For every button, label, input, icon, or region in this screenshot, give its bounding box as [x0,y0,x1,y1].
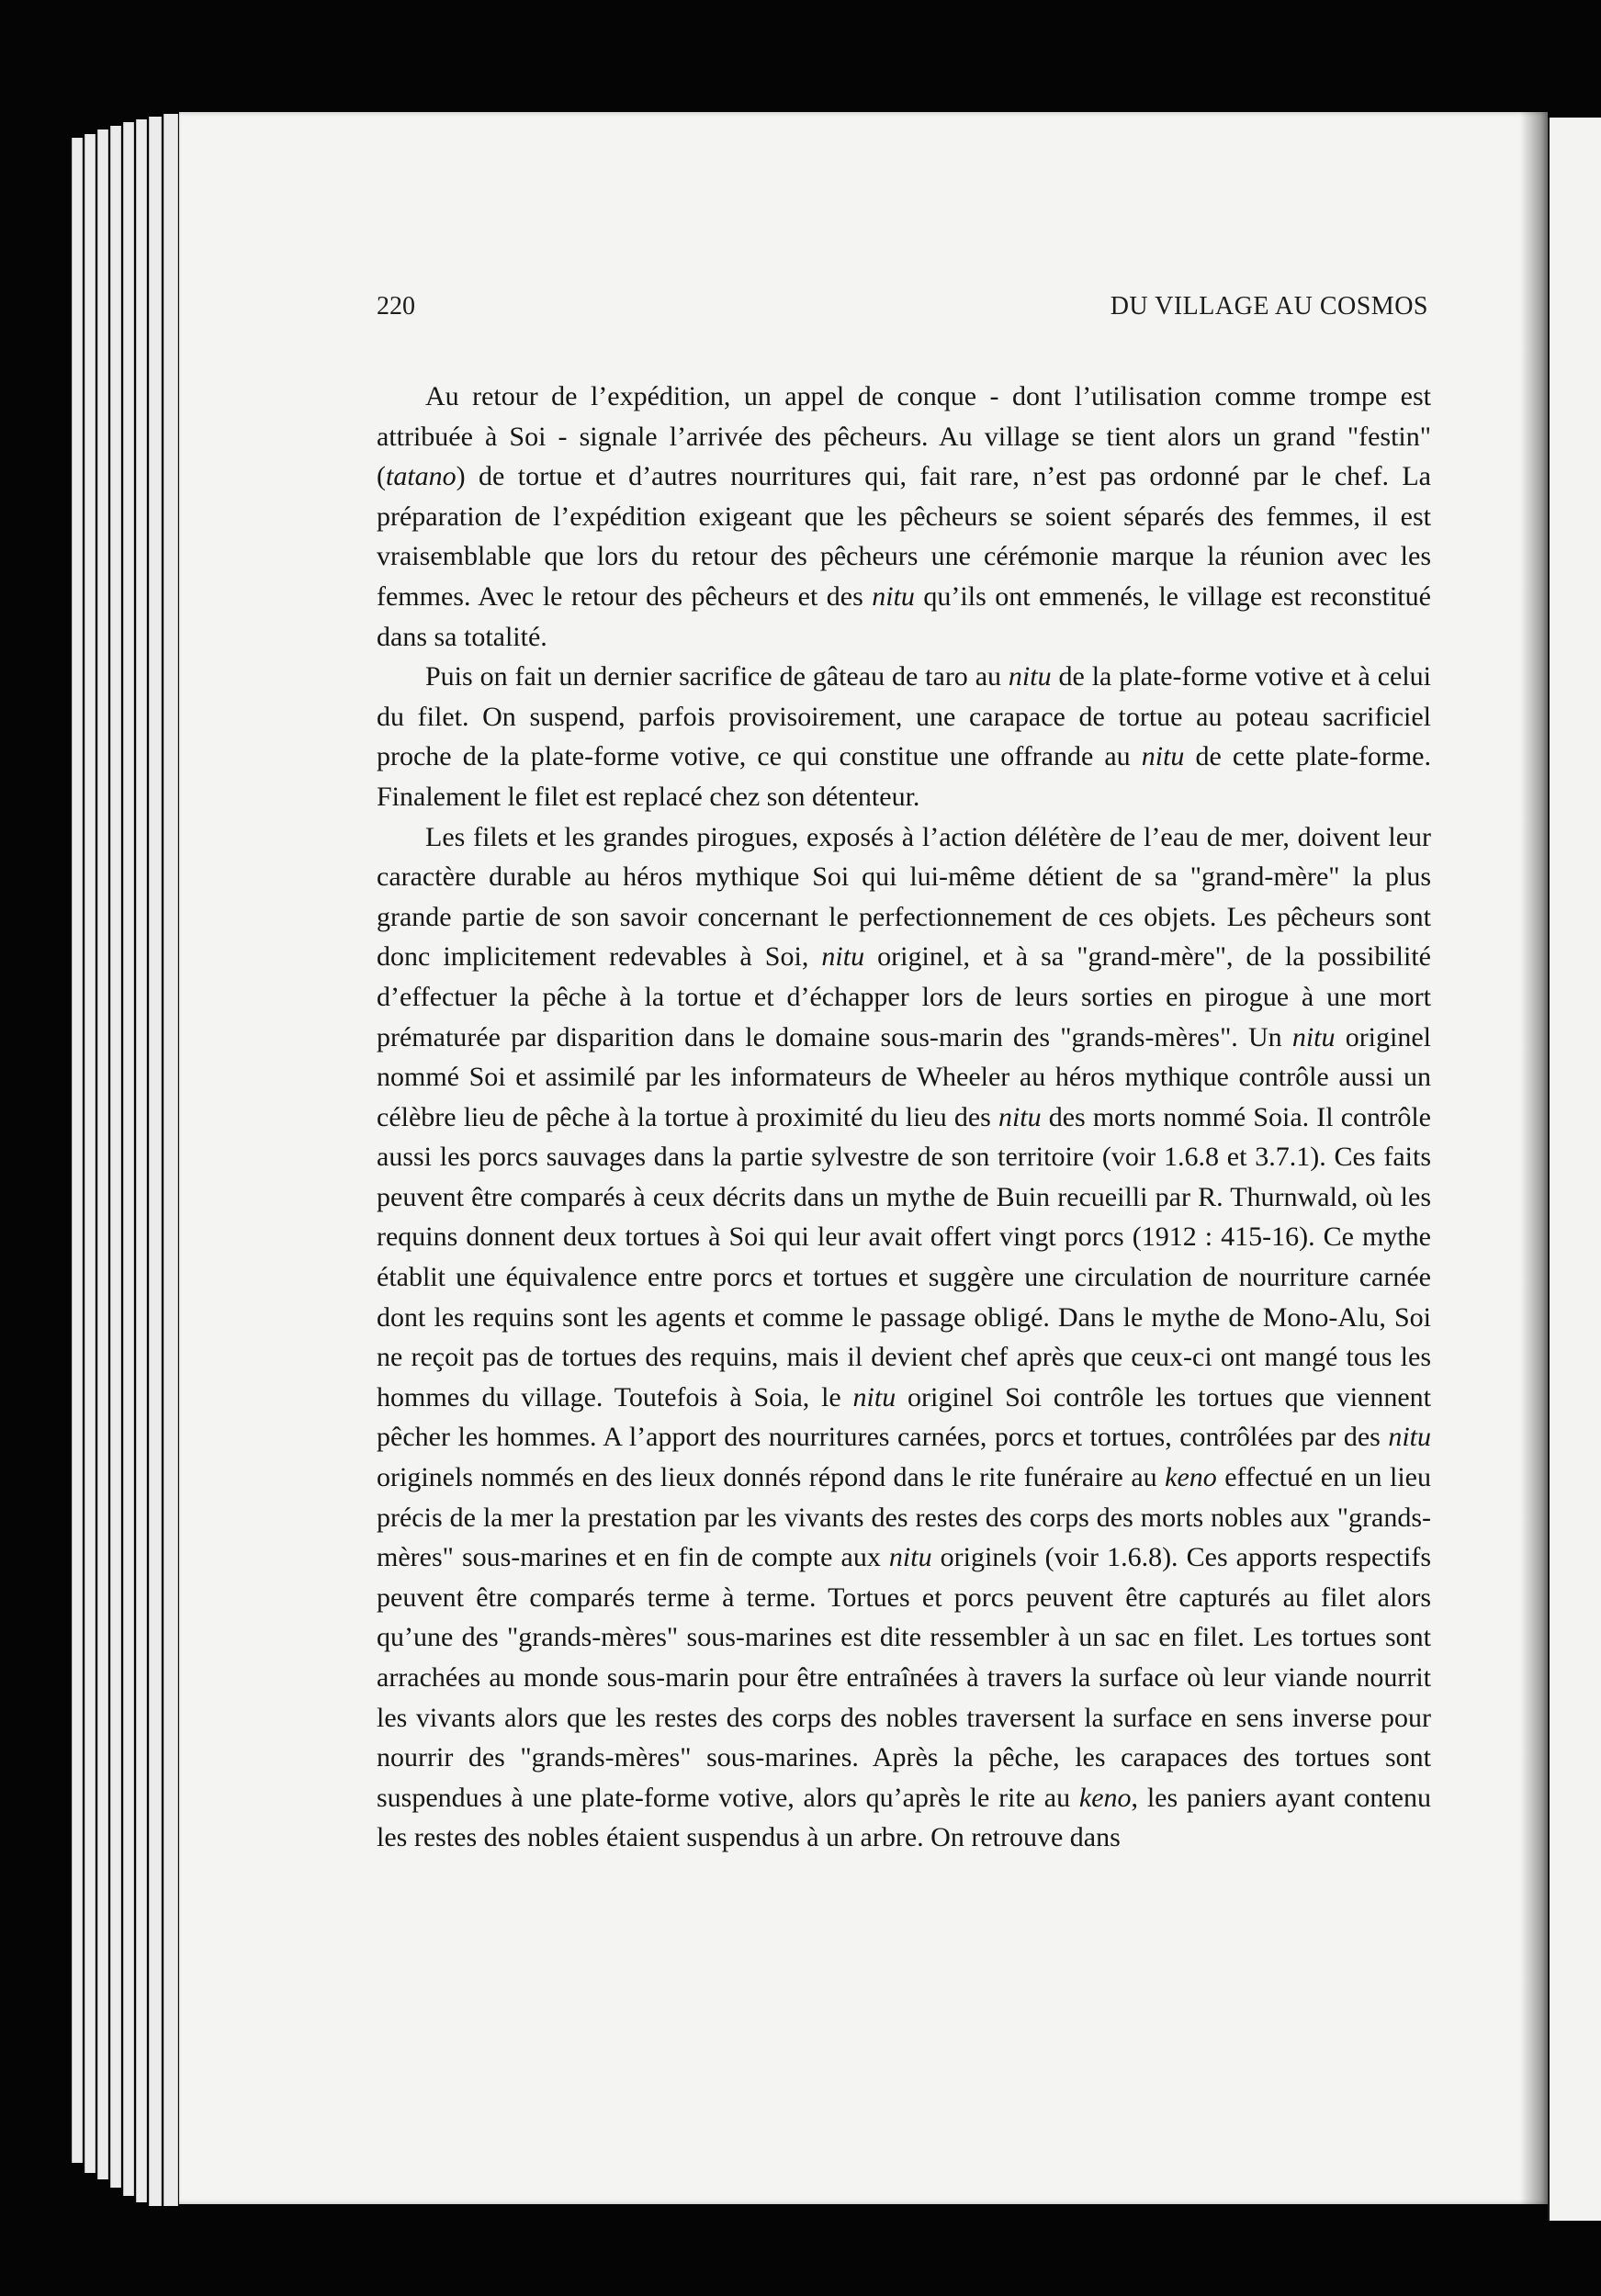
italic-term: nitu [888,1542,932,1573]
text-run: originel, et à sa "grand-mère", de la possibilité d’effectuer la pêche à la tortue et d’échapper lors de leurs sorties en pirogue à une mort prématurée par disparition dans le domaine sous-marin des "grands-mères". Un [377,941,1431,1052]
text-run: ) de tortue et d’autres nourritures qui, fait rare, n’est pas ordonné par le chef. La préparation de l’expédition exigeant que les pêcheurs se soient séparés des femmes, il est vraisemblable que lors du retour des pêcheurs une cérémonie marque la réunion avec les femmes. Avec le retour des pêcheurs et des [377,461,1431,612]
italic-term: nitu [1388,1422,1431,1453]
text-run: originels nommés en des lieux donnés répond dans le rite funéraire au [377,1462,1166,1493]
text-run: effectué en un lieu précis de la mer la prestation par les vivants des restes des corps des morts nobles aux "grands-mères" sous-marines et en fin de compte aux [377,1462,1431,1573]
italic-term: tatano [386,461,457,492]
body-text [377,377,1431,1858]
italic-term: keno [1165,1462,1217,1493]
italic-term: nitu [852,1381,896,1412]
text-run: qu’ils ont emmenés, le village est reconstitué dans sa totalité. [377,580,1431,652]
italic-term: nitu [872,580,915,612]
italic-term: keno [1078,1782,1132,1813]
text-run: Puis on fait un dernier sacrifice de gâteau de taro au [425,661,1009,692]
text-run: Au retour de l’expédition, un appel de conque - dont l’utilisation comme trompe est attribuée à Soi - signale l’arrivée des pêcheurs. Au village se tient alors un grand "festin" ( [377,381,1431,492]
text-run: de cette plate-forme. Finalement le filet est replacé chez son détenteur. [377,741,1431,812]
running-title: DU VILLAGE AU COSMOS [1110,292,1428,321]
text-run: originel Soi contrôle les tortues que viennent pêcher les hommes. A l’apport des nourritures carnées, porcs et tortues, contrôlées par des [377,1381,1432,1453]
text-run: Les filets et les grandes pirogues, exposés à l’action délétère de l’eau de mer, doivent leur caractère durable au héros mythique Soi qui lui-même détient de sa "grand-mère" la plus grande partie de son savoir concernant le perfectionnement de ces objets. Les pêcheurs sont donc implicitement redevables à Soi, [377,821,1431,973]
paragraph [377,377,1431,657]
page-number: 220 [377,292,415,321]
page-gutter-shadow [1520,112,1548,2204]
text-run: de la plate-forme votive et à celui du filet. On suspend, parfois provisoirement, une carapace de tortue au poteau sacrificiel proche de la plate-forme votive, ce qui constitue une offrande au [377,661,1431,772]
text-run: des morts nommé Soia. Il contrôle aussi les porcs sauvages dans la partie sylvestre de son territoire (voir 1.6.8 et 3.7.1). Ces faits peuvent être comparés à ceux décrits dans un mythe de Buin recueilli par R. Thurnwald, où les requins donnent deux tortues à Soi qui leur avait offert vingt porcs (1912 : 415-16). Ce mythe établit une équivalence entre porcs et tortues et suggère une circulation de nourriture carnée dont les requins sont les agents et comme le passage obligé. Dans le mythe de Mono-Alu, Soi ne reçoit pas de tortues des requins, mais il devient chef après que ceux-ci ont mangé tous les hommes du village. Toutefois à Soia, le [377,1101,1432,1412]
paragraph [377,657,1431,816]
paragraph [377,817,1431,1858]
text-run: originel nommé Soi et assimilé par les informateurs de Wheeler au héros mythique contrôle aussi un célèbre lieu de pêche à la tortue à proximité du lieu des [377,1021,1432,1132]
text-run: originels (voir 1.6.8). Ces apports respectifs peuvent être comparés terme à terme. Tortues et porcs peuvent être capturés au filet alors qu’une des "grands-mères" sous-marines est dite ressembler à un sac en filet. Les tortues sont arrachées au monde sous-marin pour être entraînées à travers la surface où leur viande nourrit les vivants alors que les restes des corps des nobles traversent la surface en sens inverse pour nourrir des "grands-mères" sous-marines. Après la pêche, les carapaces des tortues sont suspendues à une plate-forme votive, alors qu’après le rite au [377,1542,1431,1813]
text-run: , les paniers ayant contenu les restes des nobles étaient suspendus à un arbre. On retrouve dans [377,1782,1431,1853]
italic-term: nitu [1008,661,1052,692]
italic-term: nitu [1291,1021,1336,1052]
facing-page-edge [1548,118,1601,2221]
italic-term: nitu [1141,741,1185,772]
italic-term: nitu [821,941,865,973]
italic-term: nitu [998,1101,1042,1132]
